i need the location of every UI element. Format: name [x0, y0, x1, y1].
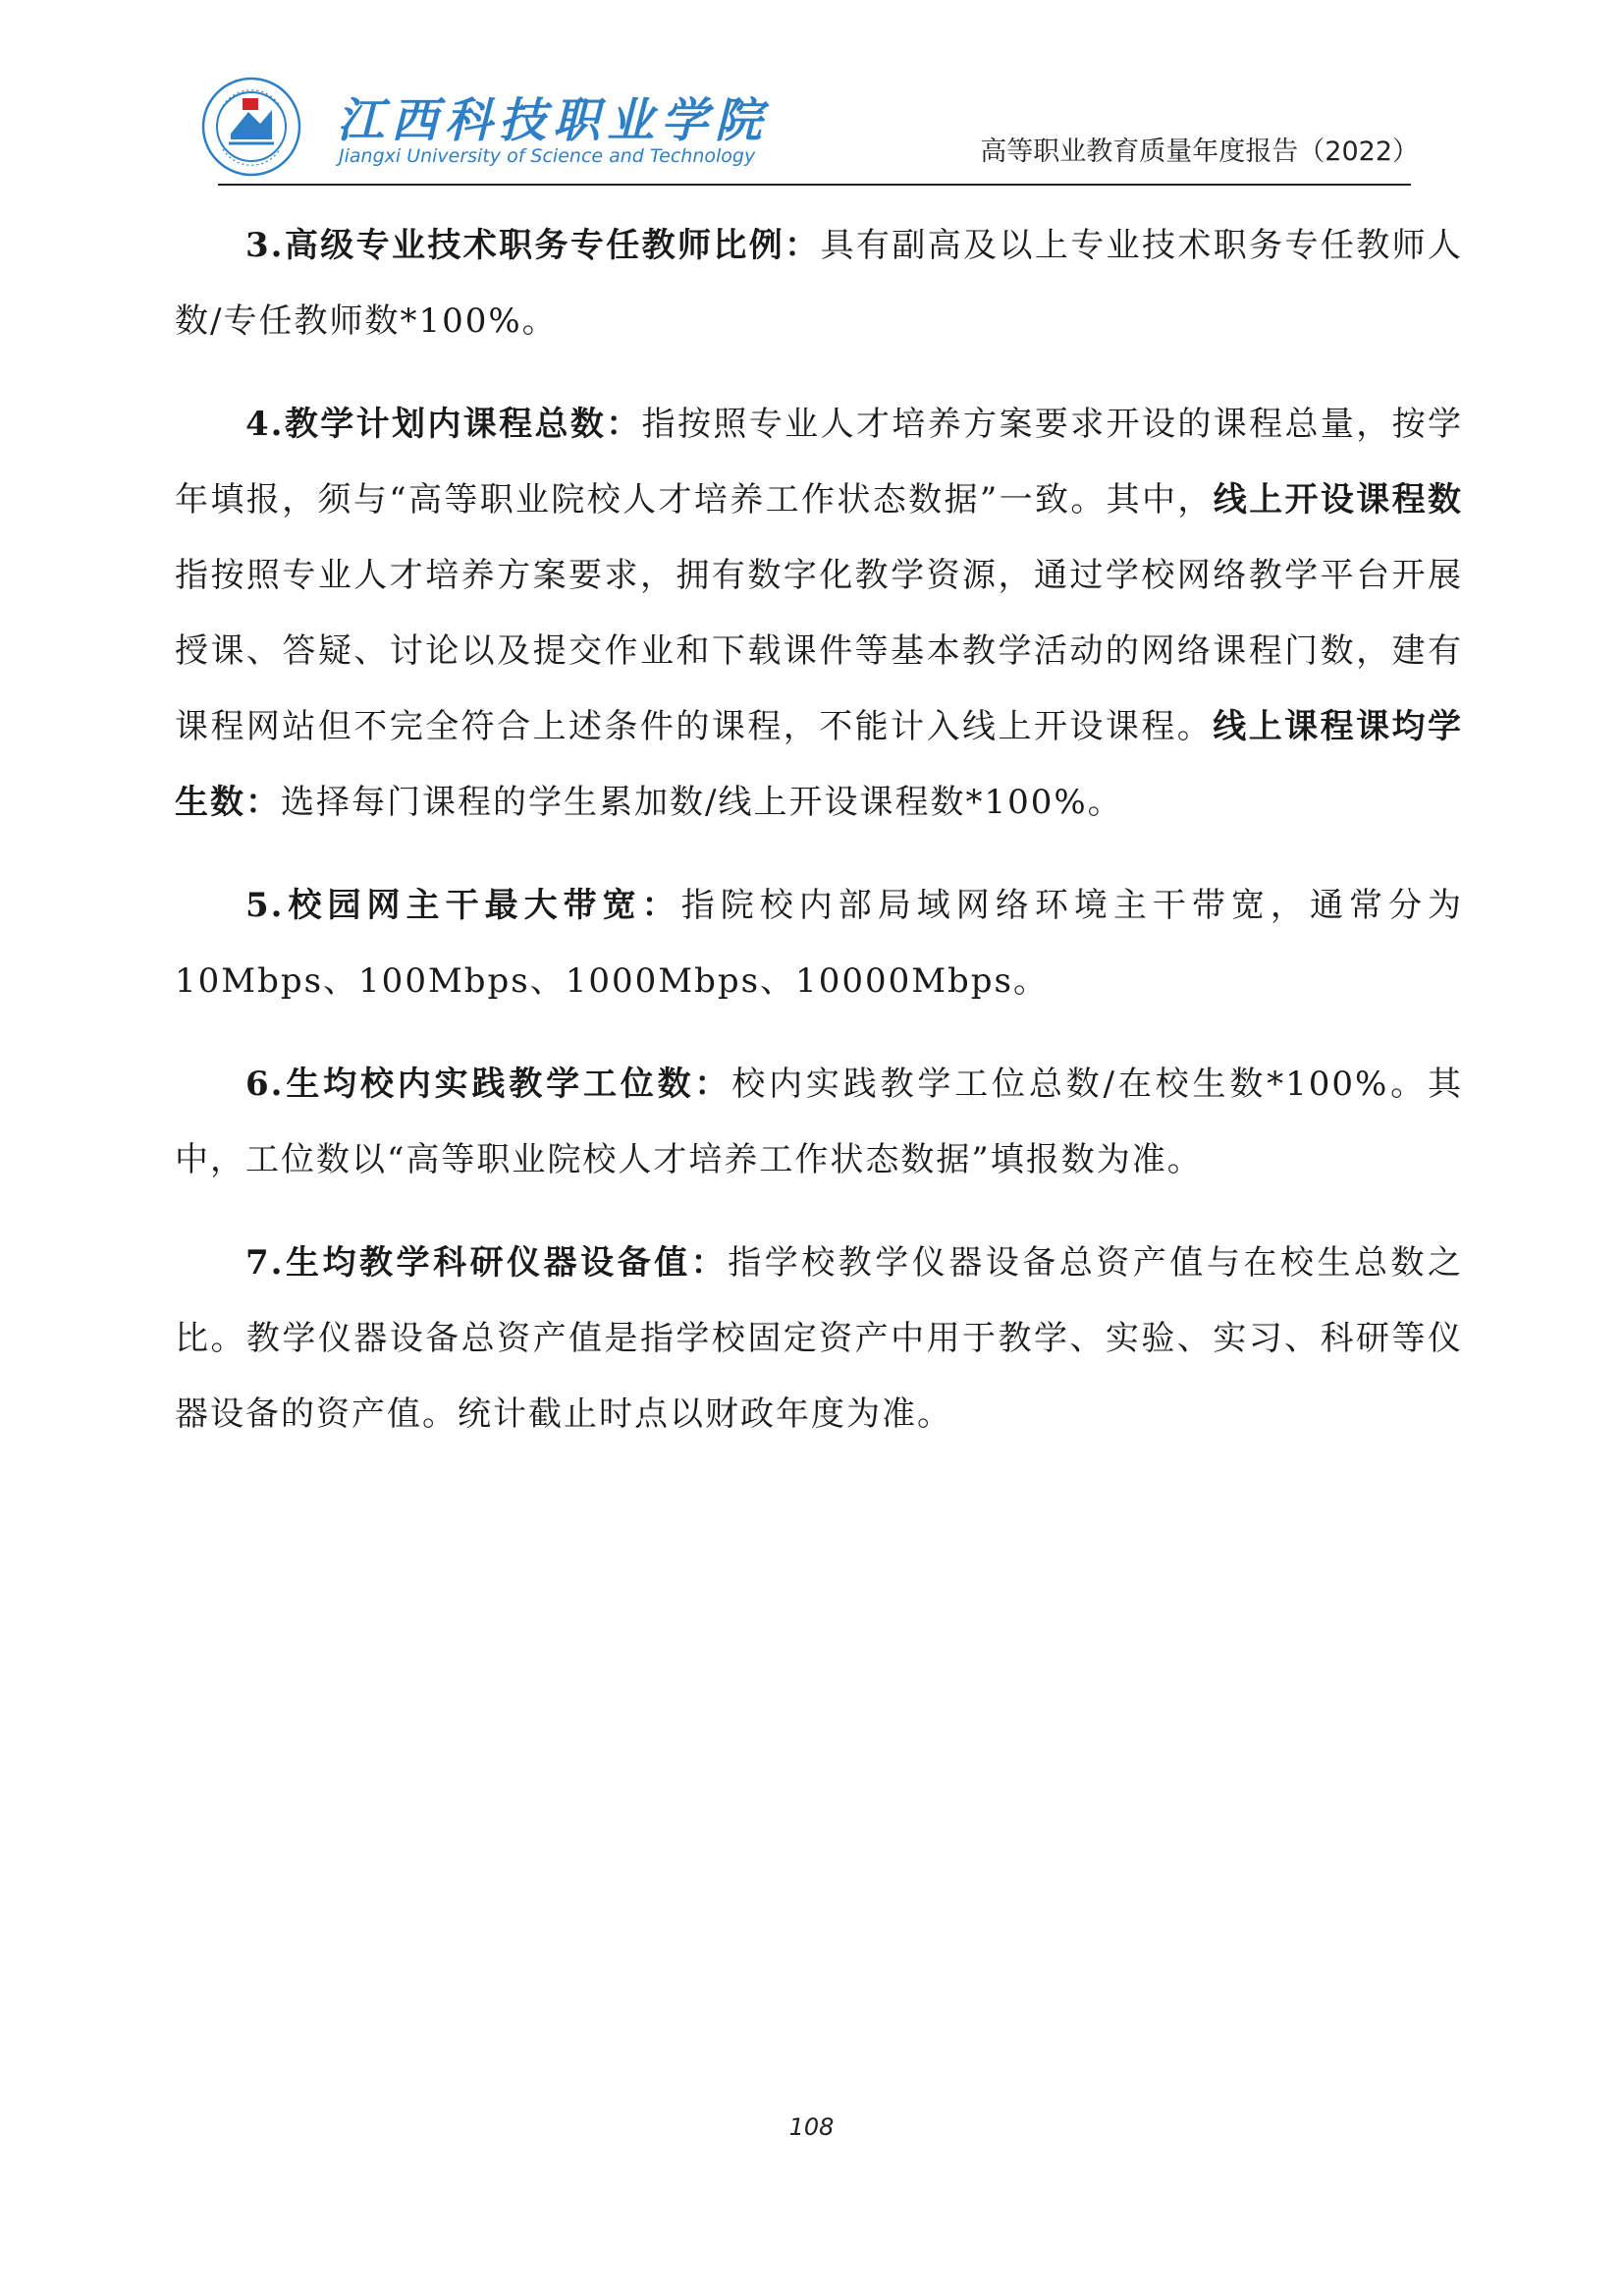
term-definition: 指学校教学仪器设备总资产值与在校生总数之比。教学仪器设备总资产值是指学校固定资产中用于教学、实验、实习、科研等仪器设备的资产值。统计截止时点以财政年度为准。 [175, 1243, 1463, 1434]
term-heading: 7.生均教学科研仪器设备值： [245, 1243, 729, 1283]
term-heading: 6.生均校内实践教学工位数： [245, 1065, 732, 1104]
term-definition: 具有副高及以上专业技术职务专任教师人数/专任教师数*100%。 [175, 226, 1464, 341]
document-body [175, 208, 1463, 1480]
paragraph-3 [175, 208, 1463, 359]
paragraph-4 [175, 387, 1463, 841]
paragraph-5 [175, 868, 1463, 1019]
term-heading: 4.教学计划内课程总数： [245, 405, 642, 444]
term-heading: 3.高级专业技术职务专任教师比例： [245, 226, 821, 265]
term-definition: 选择每门课程的学生累加数/线上开设课程数*100%。 [281, 783, 1123, 822]
university-logo [201, 77, 770, 180]
term-definition: 校内实践教学工位总数/在校生数*100%。其中，工位数以“高等职业院校人才培养工作状态数据”填报数为准。 [175, 1065, 1463, 1179]
paragraph-7 [175, 1226, 1463, 1452]
logo-wordmark-cn: 江西科技职业学院 [337, 93, 770, 148]
logo-wordmark-en: Jiangxi University of Science and Technology [339, 145, 756, 167]
paragraph-6 [175, 1047, 1463, 1198]
term-heading: 线上课程课均学生数： [175, 707, 1464, 822]
page-header [201, 69, 1419, 187]
header-divider [218, 184, 1411, 186]
report-title: 高等职业教育质量年度报告（2022） [980, 137, 1419, 167]
term-heading: 5.校园网主干最大带宽： [245, 886, 681, 925]
term-definition: 指按照专业人才培养方案要求开设的课程总量，按学年填报，须与“高等职业院校人才培养工作状态数据”一致。其中， [175, 405, 1464, 519]
term-heading: 线上开设课程数 [1213, 480, 1464, 519]
university-seal-icon [201, 77, 301, 177]
term-definition: 指按照专业人才培养方案要求，拥有数字化教学资源，通过学校网络教学平台开展授课、答疑、讨论以及提交作业和下载课件等基本教学活动的网络课程门数，建有课程网站但不完全符合上述条件的课程，不能计入线上开设课程。 [175, 556, 1463, 746]
term-definition: 指院校内部局域网络环境主干带宽，通常分为10Mbps、100Mbps、1000Mbps、10000Mbps。 [175, 886, 1464, 1001]
page-number: 108 [788, 2113, 835, 2141]
